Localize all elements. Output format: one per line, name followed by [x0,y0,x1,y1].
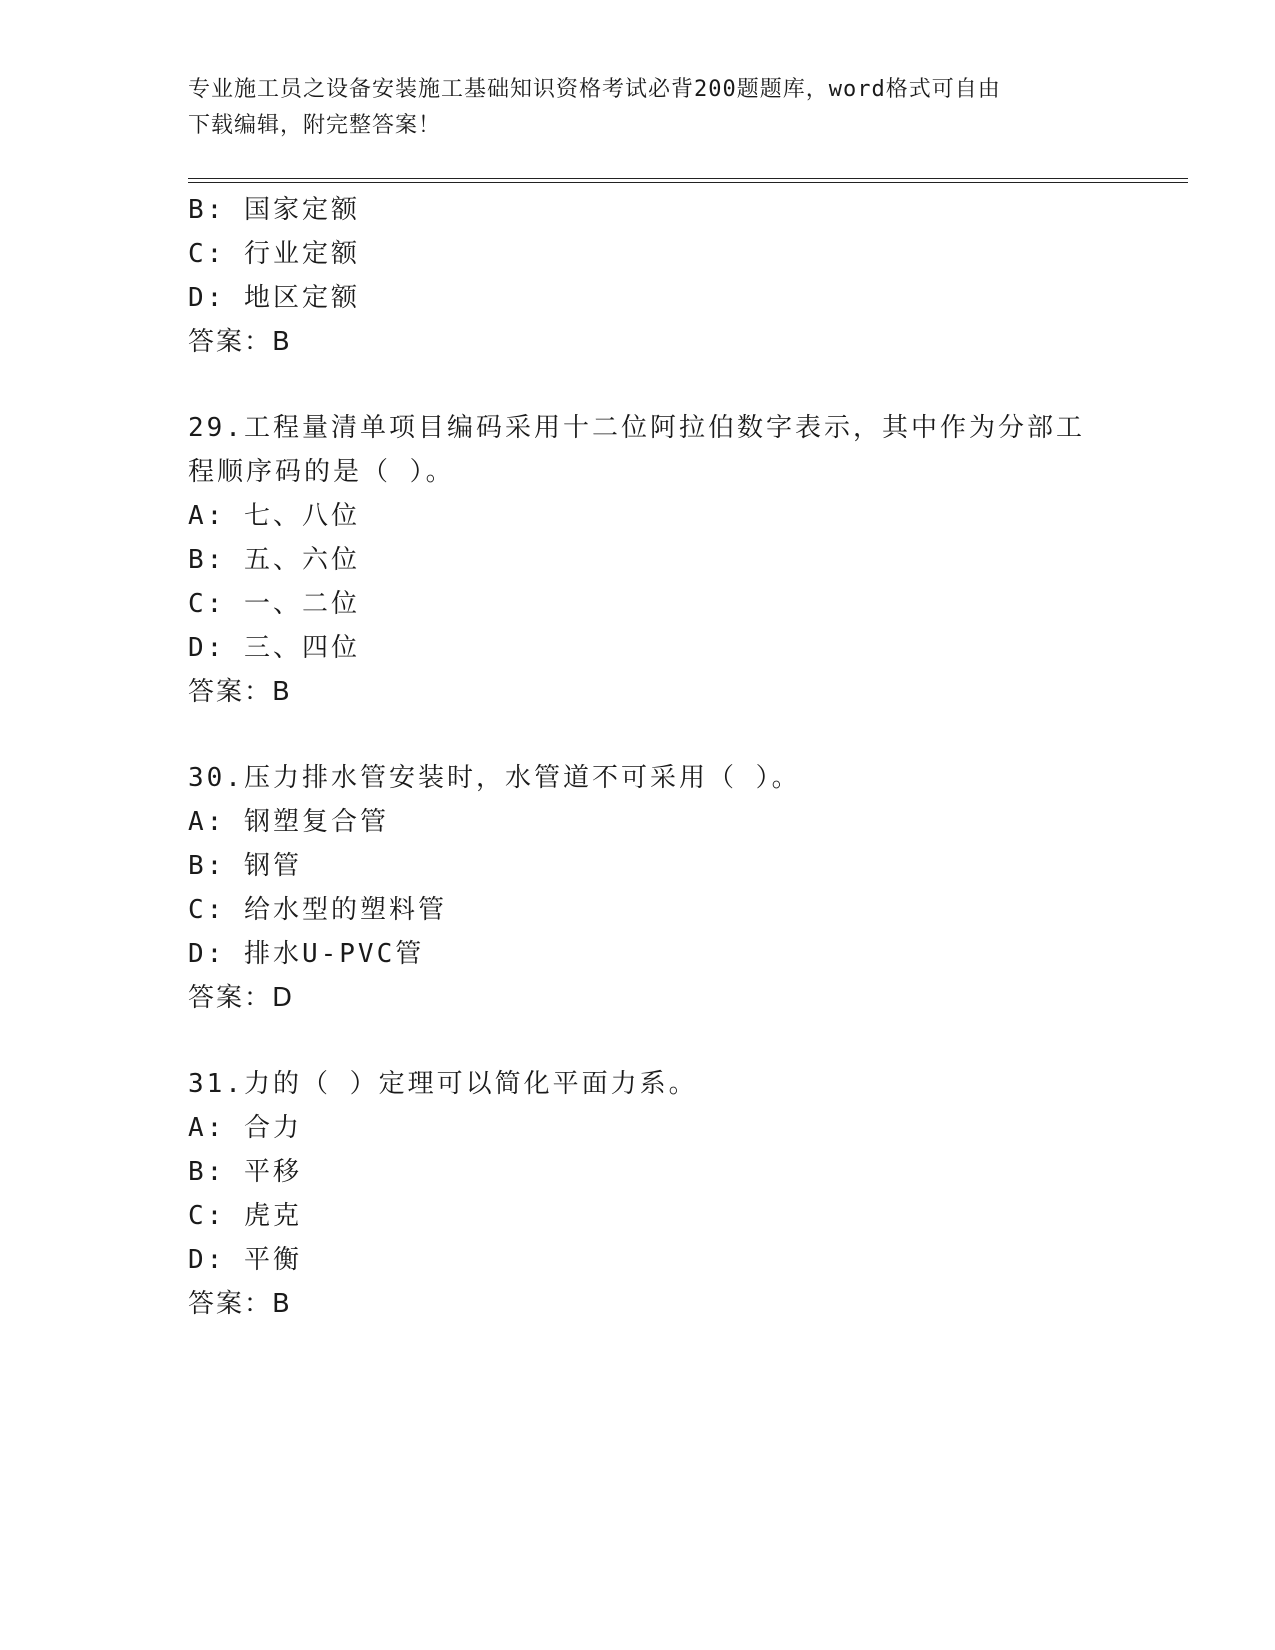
q30-answer: 答案：D [188,983,295,1013]
q29-option-c: C: 一、二位 [188,589,360,619]
q31-option-a: A: 合力 [188,1113,302,1143]
q28-option-c: C: 行业定额 [188,239,360,269]
q31-option-c: C: 虎克 [188,1201,302,1231]
q30-option-a: A: 钢塑复合管 [188,807,389,837]
q29-answer: 答案：B [188,677,292,707]
q31-option-b: B: 平移 [188,1157,302,1187]
header-divider-top [188,178,1188,179]
q28-answer: 答案：B [188,327,292,357]
header-line-2: 下载编辑，附完整答案！ [188,113,442,138]
q30-option-d: D: 排水U-PVC管 [188,939,425,969]
q30-stem: 30.压力排水管安装时，水管道不可采用（ ）。 [188,763,801,793]
q30-option-c: C: 给水型的塑料管 [188,895,447,925]
q28-option-b: B: 国家定额 [188,195,360,225]
q29-option-d: D: 三、四位 [188,633,360,663]
q31-stem: 31.力的（ ）定理可以简化平面力系。 [188,1069,698,1099]
q31-answer: 答案：B [188,1289,292,1319]
q29-option-a: A: 七、八位 [188,501,360,531]
q31-option-d: D: 平衡 [188,1245,302,1275]
q29-stem-line-2: 程顺序码的是（ ）。 [188,457,455,487]
q29-stem-line-1: 29.工程量清单项目编码采用十二位阿拉伯数字表示，其中作为分部工 [188,413,1085,443]
q28-option-d: D: 地区定额 [188,283,360,313]
q29-option-b: B: 五、六位 [188,545,360,575]
document-header [188,72,1088,144]
header-divider-bottom [188,182,1188,183]
header-line-1: 专业施工员之设备安装施工基础知识资格考试必背200题题库，word格式可自由 [188,77,1001,102]
q30-option-b: B: 钢管 [188,851,302,881]
